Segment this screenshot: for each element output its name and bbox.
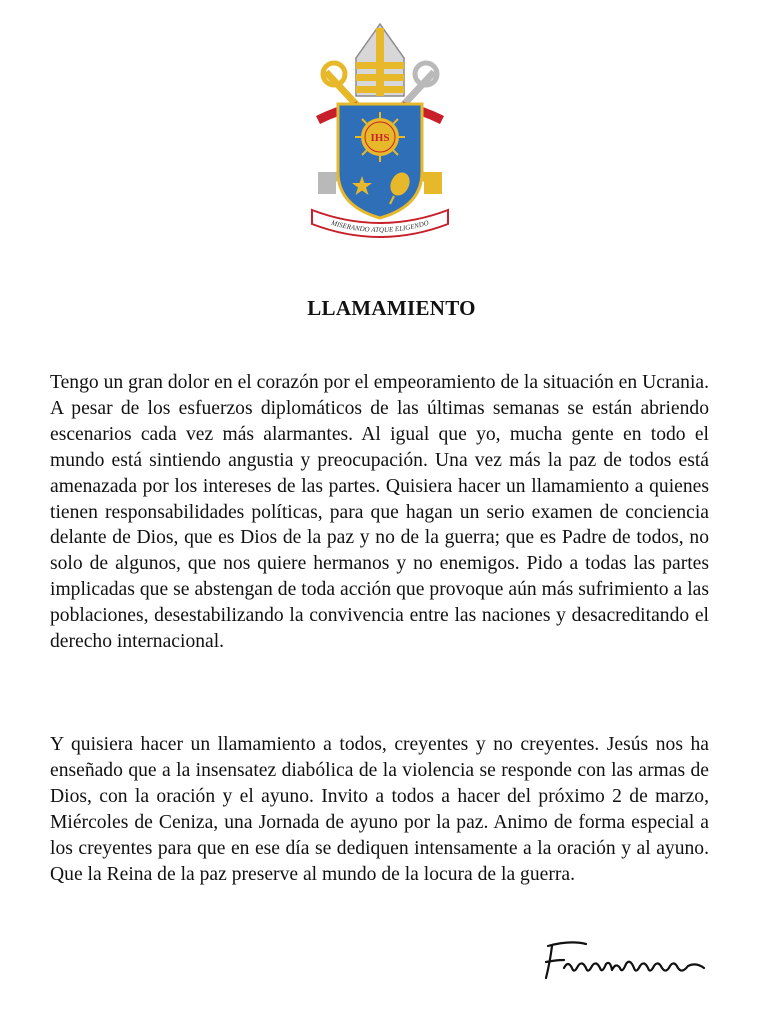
document-title: LLAMAMIENTO [307, 296, 476, 320]
signature-franciscus [540, 938, 720, 986]
sun-ihs-icon [355, 112, 405, 162]
papal-coat-of-arms [298, 22, 462, 238]
paragraph-2: Y quisiera hacer un llamamiento a todos, creyentes y no creyentes. Jesús nos ha enseñado que a la insensatez diabólica de la violencia se responde con las armas de Dios, con la oración y el ayuno. Invito a todos a hacer del próximo 2 de marzo, Miércoles de Ceniza, una Jornada de ayuno por la paz. Animo de forma especial a los creyentes para que en ese día se dediquen intensamente a la oración y al ayuno. Que la Reina de la paz preserve al mundo de la locura de la guerra. [50, 734, 709, 885]
motto-text: MISERANDO ATQUE ELIGENDO [330, 218, 430, 235]
mitre-icon [356, 24, 404, 96]
ihs-monogram: IHS [370, 132, 390, 144]
paragraph-1: Tengo un gran dolor en el corazón por el empeoramiento de la situación en Ucrania. A pesar de los esfuerzos diplomáticos de las últimas semanas se están abriendo escenarios cada vez más alarmantes. Al igual que yo, mucha gente en todo el mundo está sintiendo angustia y preocupación. Una vez más la paz de todos está amenazada por los intereses de las partes. Quisiera hacer un llamamiento a quienes tienen responsabilidades políticas, para que hagan un serio examen de conciencia delante de Dios, que es Dios de la paz y no de la guerra; que es Padre de todos, no solo de algunos, que nos quiere hermanos y no enemigos. Pido a todas las partes implicadas que se abstengan de toda acción que provoque aún más sufrimiento a las poblaciones, desestabilizando la convivencia entre las naciones y desacreditando el derecho internacional. [50, 372, 709, 653]
